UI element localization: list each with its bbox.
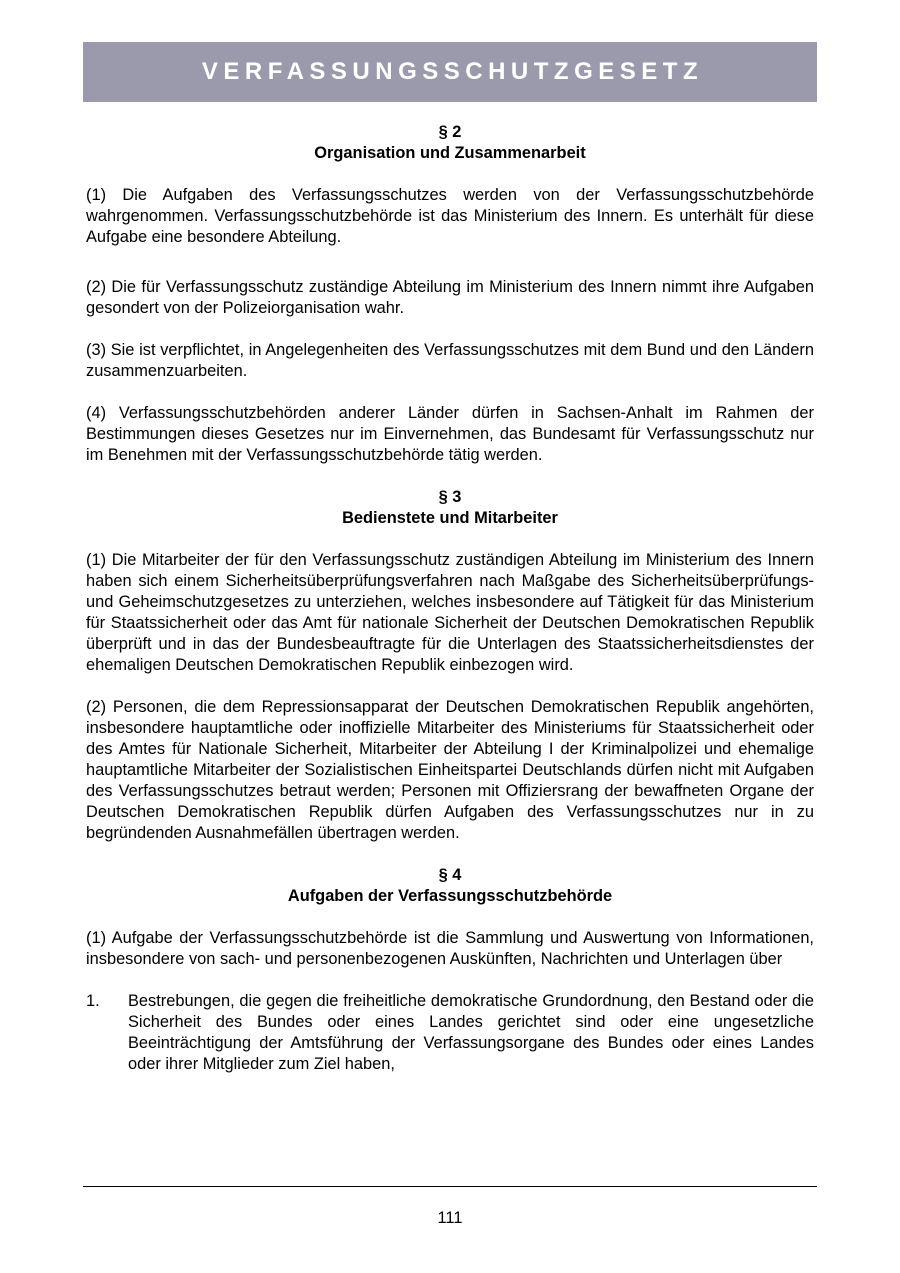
header-bar [83,42,817,102]
section-number: § 3 [438,488,462,506]
section-title: Bedienstete und Mitarbeiter [342,509,558,527]
document-body [86,122,814,1075]
list-item [86,991,814,1075]
paragraph: (1) Die Aufgaben des Verfassungsschutzes werden von der Verfassungsschutzbehörde wahrgenommen. Verfassungsschutzbehörde ist das Ministerium des Innern. Es unterhält für diese Aufgabe eine besondere Abteilung. [86,186,814,246]
section-number: § 2 [438,123,462,141]
paragraph: (3) Sie ist verpflichtet, in Angelegenheiten des Verfassungsschutzes mit dem Bund und den Ländern zusammenzuarbeiten. [86,341,814,380]
list-number: 1. [86,992,100,1010]
paragraph: (2) Personen, die dem Repressionsapparat der Deutschen Demokratischen Republik angehörten, insbesondere hauptamtliche oder inoffizielle Mitarbeiter des Ministeriums für Staatssicherheit oder des Amtes für Nationale Sicherheit, Mitarbeiter der Abteilung I der Kriminalpolizei und ehemalige hauptamtliche Mitarbeiter der Sozialistischen Einheitspartei Deutschlands dürfen nicht mit Aufgaben des Verfassungsschutzes betraut werden; Personen mit Offiziersrang der bewaffneten Organe der Deutschen Demokratischen Republik dürfen Aufgaben des Verfassungsschutzes nur in zu begründenden Ausnahmefällen übertragen werden. [86,698,814,842]
paragraph: (1) Aufgabe der Verfassungsschutzbehörde ist die Sammlung und Auswertung von Informationen, insbesondere von sach- und personenbezogenen Auskünften, Nachrichten und Unterlagen über [86,929,814,968]
paragraph: (1) Die Mitarbeiter der für den Verfassungsschutz zuständigen Abteilung im Ministerium des Innern haben sich einem Sicherheitsüberprüfungsverfahren nach Maßgabe des Sicherheitsüberprüfungs- und Geheimschutzgesetzes zu unterziehen, welches insbesondere auf Tätigkeit für das Ministerium für Staatssicherheit oder das Amt für nationale Sicherheit der Deutschen Demokratischen Republik überprüft und in das der Bundesbeauftragte für die Unterlagen des Staatssicherheitsdienstes der ehemaligen Deutschen Demokratischen Republik einbezogen wird. [86,551,814,674]
section-title: Organisation und Zusammenarbeit [314,144,586,162]
paragraph: (2) Die für Verfassungsschutz zuständige Abteilung im Ministerium des Innern nimmt ihre Aufgaben gesondert von der Polizeiorganisation wahr. [86,278,814,317]
section-number: § 4 [438,866,462,884]
section-title: Aufgaben der Verfassungsschutzbehörde [287,887,613,905]
page-number: 111 [437,1209,463,1227]
paragraph: (4) Verfassungsschutzbehörden anderer Länder dürfen in Sachsen-Anhalt im Rahmen der Bestimmungen dieses Gesetzes nur im Einvernehmen, das Bundesamt für Verfassungsschutz nur im Benehmen mit der Verfassungsschutzbehörde tätig werden. [86,404,814,464]
footer-divider [83,1186,817,1187]
page-header-title: VERFASSUNGSSCHUTZGESETZ [201,58,704,85]
list-text: Bestrebungen, die gegen die freiheitliche demokratische Grundordnung, den Bestand oder die Sicherheit des Bundes oder eines Landes gerichtet sind oder eine ungesetzliche Beeinträchtigung der Amtsführung der Verfassungsorgane des Bundes oder eines Landes oder ihrer Mitglieder zum Ziel haben, [128,992,814,1073]
